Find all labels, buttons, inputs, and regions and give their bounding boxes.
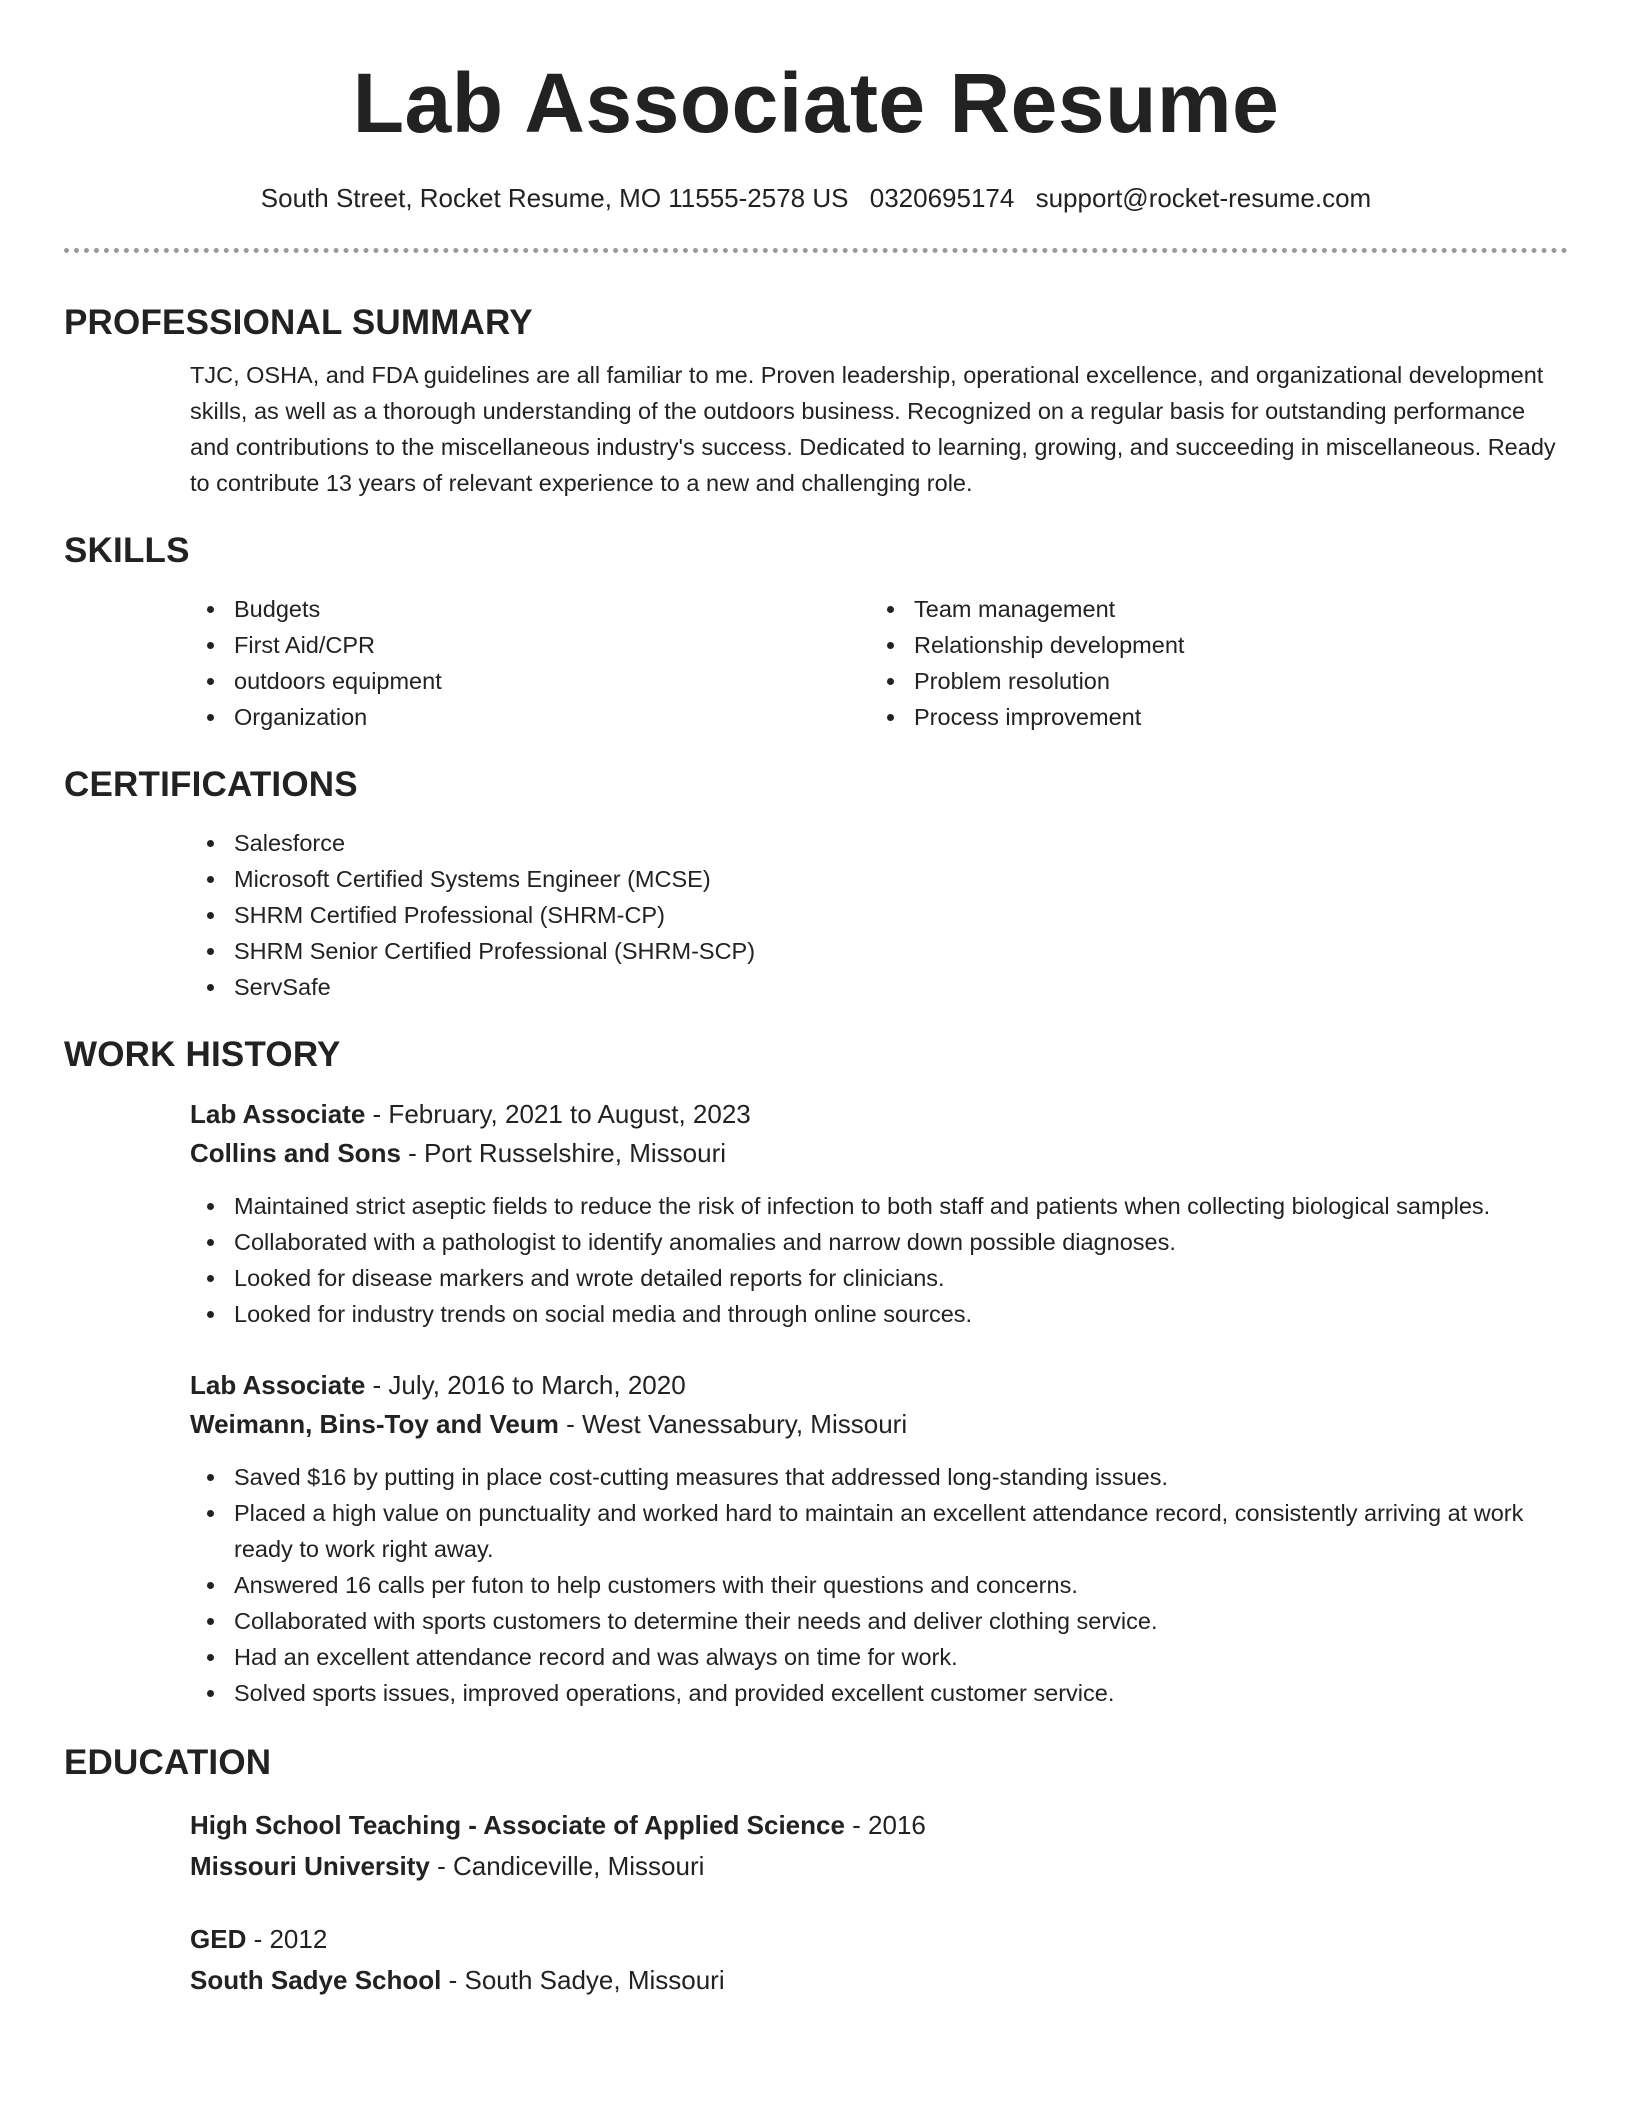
summary-heading: PROFESSIONAL SUMMARY xyxy=(64,303,533,342)
skills-section xyxy=(64,529,1568,735)
education-year: - 2012 xyxy=(246,1924,328,1954)
job-entry xyxy=(190,1366,1568,1711)
job-bullet: Looked for industry trends on social media and through online sources. xyxy=(190,1296,1568,1332)
contact-line xyxy=(64,182,1568,214)
job-company-line xyxy=(190,1134,1568,1173)
job-bullet: Had an excellent attendance record and was always on time for work. xyxy=(190,1639,1568,1675)
education-heading: EDUCATION xyxy=(64,1743,272,1782)
skills-heading: SKILLS xyxy=(64,531,190,570)
job-bullet: Placed a high value on punctuality and worked hard to maintain an excellent attendance record, consistently arriving at work ready to work right away. xyxy=(190,1495,1568,1567)
education-degree-line xyxy=(190,1805,1568,1846)
skills-column-right xyxy=(870,591,1550,735)
contact-phone: 0320695174 xyxy=(869,183,1015,213)
summary-section xyxy=(64,301,1568,501)
job-company: Weimann, Bins-Toy and Veum xyxy=(190,1409,559,1439)
job-bullet: Collaborated with sports customers to determine their needs and deliver clothing service. xyxy=(190,1603,1568,1639)
job-title-line xyxy=(190,1366,1568,1405)
education-year: - 2016 xyxy=(844,1810,926,1840)
job-dates: - February, 2021 to August, 2023 xyxy=(365,1099,751,1129)
job-title-line xyxy=(190,1095,1568,1134)
certification-item: Microsoft Certified Systems Engineer (MCSE) xyxy=(190,861,1568,897)
header-divider xyxy=(64,248,1568,253)
contact-address: South Street, Rocket Resume, MO 11555-2578 US xyxy=(260,183,849,213)
education-entry xyxy=(190,1805,1568,1887)
skill-item: Team management xyxy=(870,591,1550,627)
job-company-line xyxy=(190,1405,1568,1444)
education-school-line xyxy=(190,1960,1568,2001)
job-bullet: Maintained strict aseptic fields to reduce the risk of infection to both staff and patients when collecting biological samples. xyxy=(190,1188,1568,1224)
education-school: Missouri University xyxy=(190,1851,430,1881)
skill-item: Problem resolution xyxy=(870,663,1550,699)
resume-title: Lab Associate Resume xyxy=(352,56,1280,150)
education-school-line xyxy=(190,1846,1568,1887)
job-entry xyxy=(190,1095,1568,1332)
job-bullet: Looked for disease markers and wrote detailed reports for clinicians. xyxy=(190,1260,1568,1296)
work-history-heading: WORK HISTORY xyxy=(64,1035,341,1074)
certification-item: ServSafe xyxy=(190,969,1568,1005)
job-bullet: Collaborated with a pathologist to identify anomalies and narrow down possible diagnoses. xyxy=(190,1224,1568,1260)
job-location: - Port Russelshire, Missouri xyxy=(400,1138,726,1168)
education-degree-line xyxy=(190,1919,1568,1960)
skill-item: outdoors equipment xyxy=(190,663,870,699)
education-degree: High School Teaching - Associate of Applied Science xyxy=(190,1810,845,1840)
skill-item: First Aid/CPR xyxy=(190,627,870,663)
summary-text: TJC, OSHA, and FDA guidelines are all familiar to me. Proven leadership, operational excellence, and organizational development skills, as well as a thorough understanding of the outdoors business. Recognized on a regular basis for outstanding performance and contributions to the miscellaneous industry's success. Dedicated to learning, growing, and succeeding in miscellaneous. Ready to contribute 13 years of relevant experience to a new and challenging role. xyxy=(190,362,1556,496)
education-location: - South Sadye, Missouri xyxy=(441,1965,725,1995)
job-role: Lab Associate xyxy=(190,1370,366,1400)
job-location: - West Vanessabury, Missouri xyxy=(558,1409,908,1439)
certifications-heading: CERTIFICATIONS xyxy=(64,765,358,804)
education-school: South Sadye School xyxy=(190,1965,442,1995)
skill-item: Process improvement xyxy=(870,699,1550,735)
job-bullet: Answered 16 calls per futon to help customers with their questions and concerns. xyxy=(190,1567,1568,1603)
job-dates: - July, 2016 to March, 2020 xyxy=(365,1370,686,1400)
certifications-section xyxy=(64,763,1568,1005)
education-location: - Candiceville, Missouri xyxy=(429,1851,705,1881)
job-bullet: Solved sports issues, improved operations, and provided excellent customer service. xyxy=(190,1675,1568,1711)
job-company: Collins and Sons xyxy=(190,1138,401,1168)
work-history-section xyxy=(64,1033,1568,1711)
education-section xyxy=(64,1741,1568,2001)
certification-item: SHRM Senior Certified Professional (SHRM-SCP) xyxy=(190,933,1568,969)
contact-email: support@rocket-resume.com xyxy=(1035,183,1372,213)
skills-column-left xyxy=(190,591,870,735)
education-entry xyxy=(190,1919,1568,2001)
certification-item: Salesforce xyxy=(190,825,1568,861)
job-role: Lab Associate xyxy=(190,1099,366,1129)
certification-item: SHRM Certified Professional (SHRM-CP) xyxy=(190,897,1568,933)
job-bullet: Saved $16 by putting in place cost-cutting measures that addressed long-standing issues. xyxy=(190,1459,1568,1495)
skill-item: Budgets xyxy=(190,591,870,627)
skill-item: Organization xyxy=(190,699,870,735)
education-degree: GED xyxy=(190,1924,247,1954)
skill-item: Relationship development xyxy=(870,627,1550,663)
